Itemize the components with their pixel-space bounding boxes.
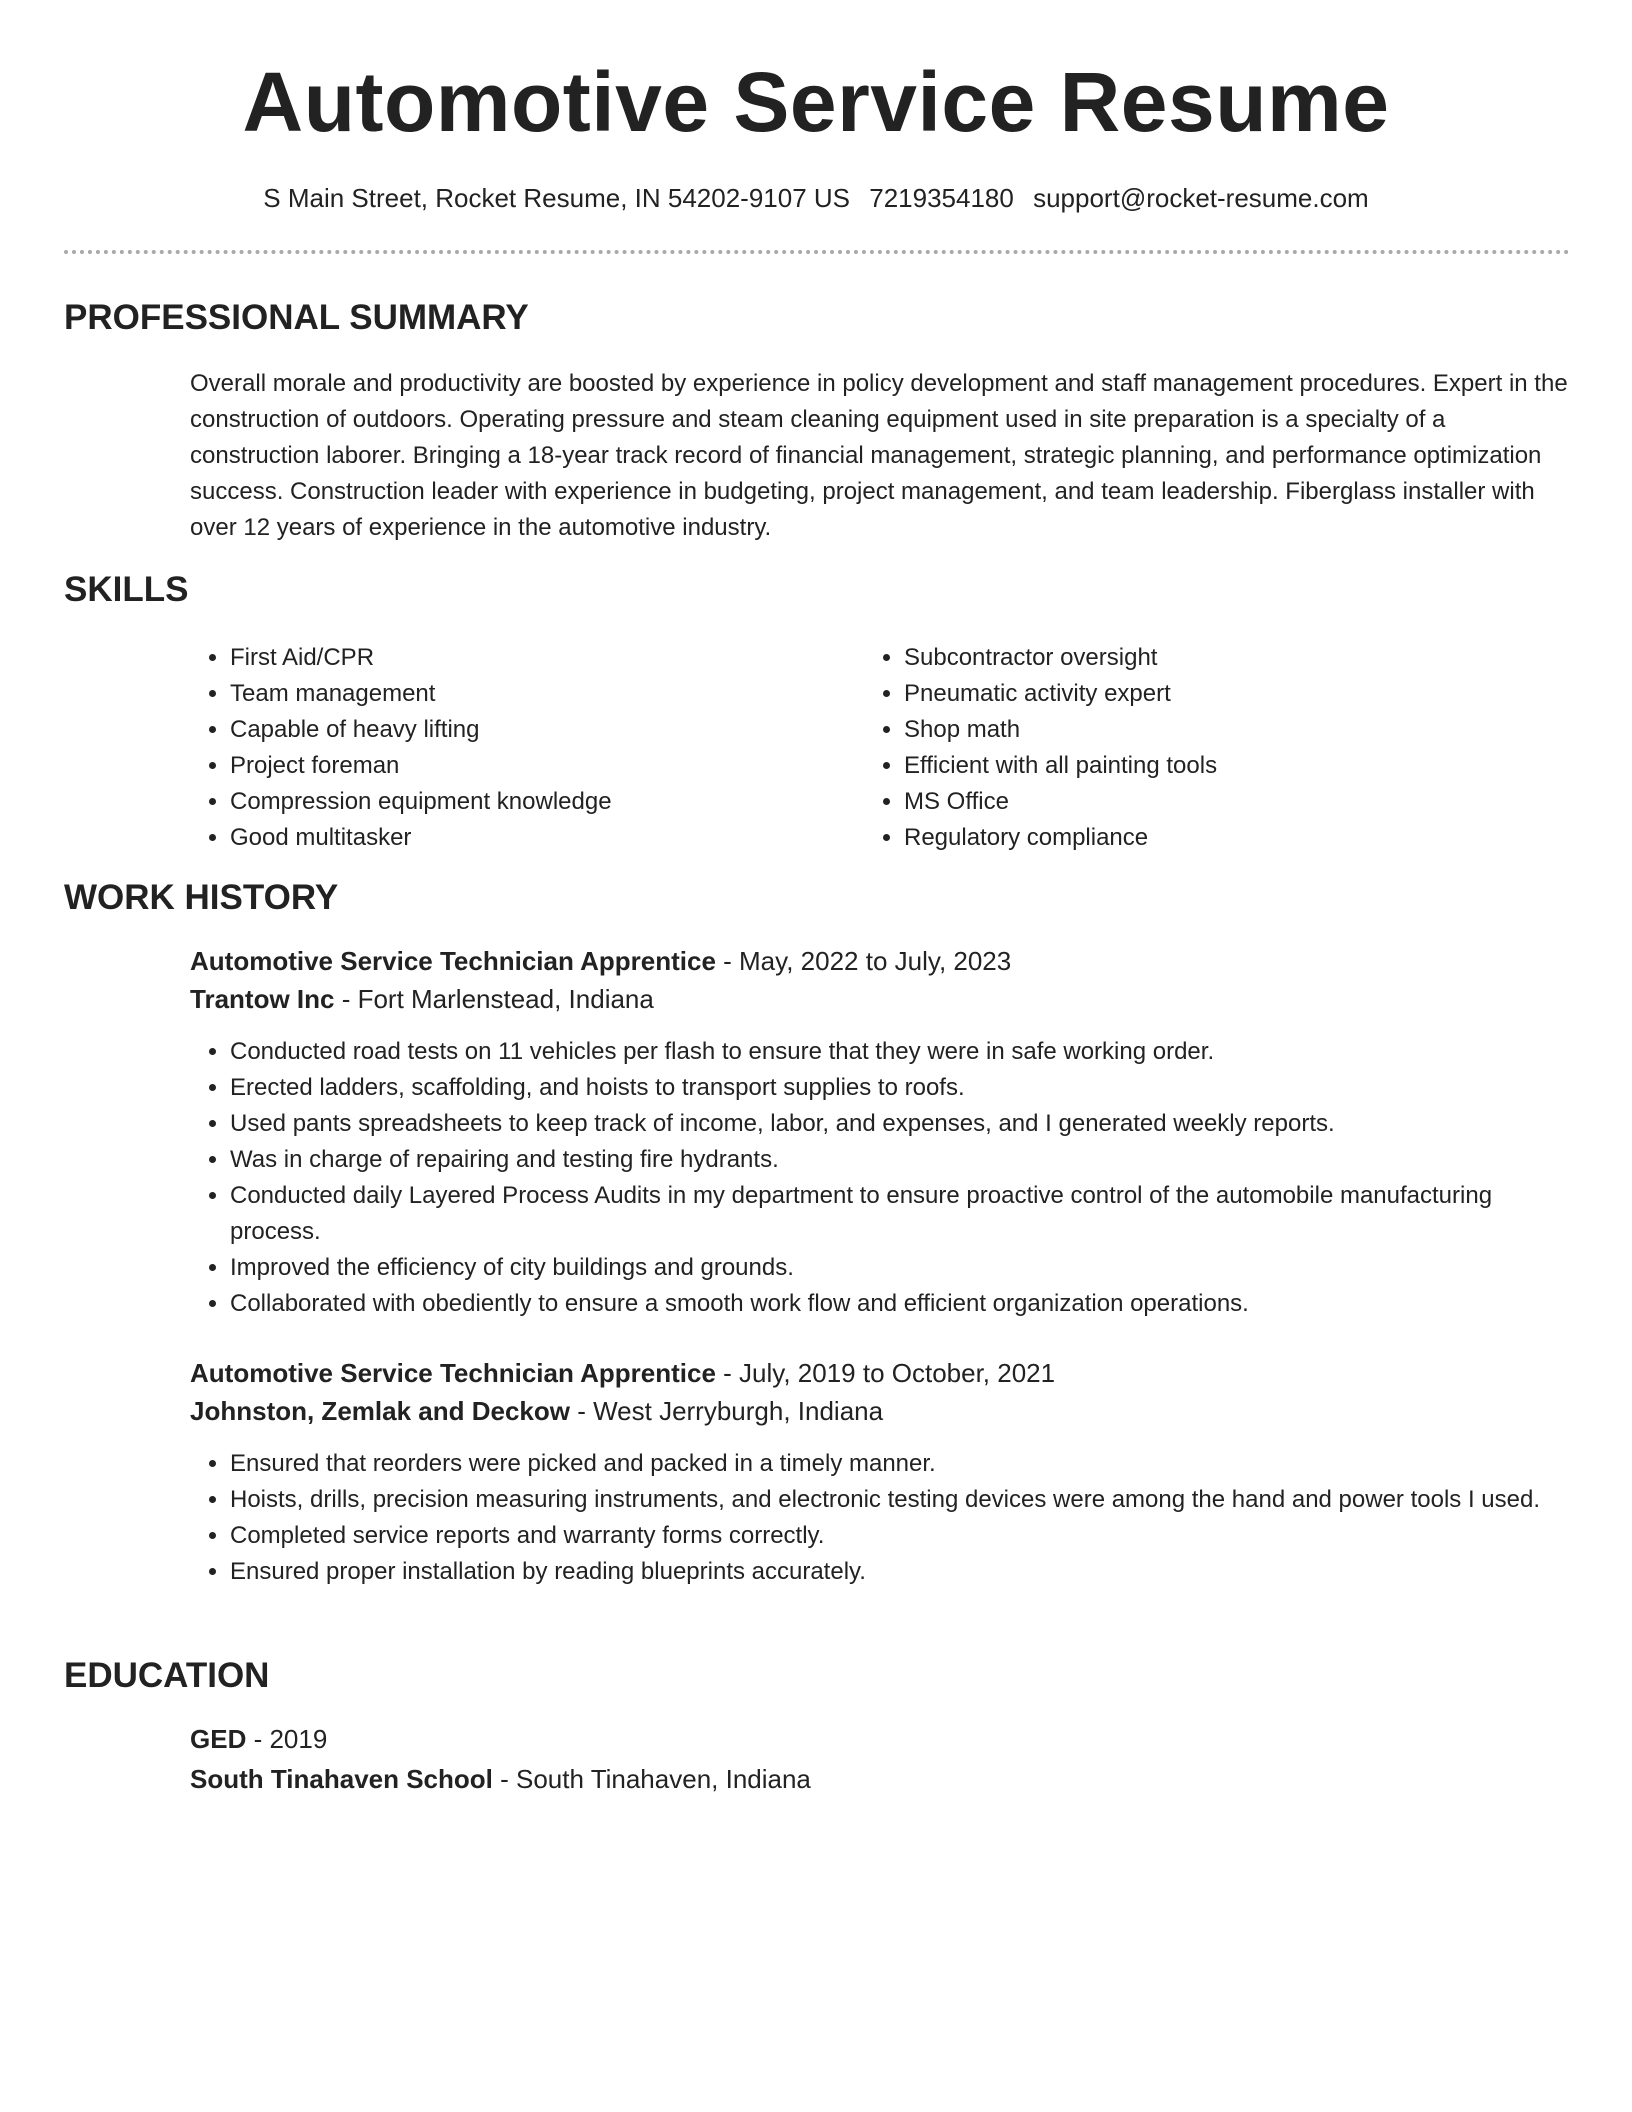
duty-item: • Ensured that reorders were picked and packed in a timely manner. — [230, 1446, 1546, 1482]
education-degree: GED — [190, 1724, 247, 1754]
duty-item: • Used pants spreadsheets to keep track of income, labor, and expenses, and I generated weekly reports. — [230, 1106, 1546, 1142]
skill-item: • Good multitasker — [230, 820, 826, 856]
skill-item: • Regulatory compliance — [904, 820, 1500, 856]
section-title-education: EDUCATION — [64, 1656, 270, 1695]
skill-item: • Efficient with all painting tools — [904, 748, 1500, 784]
job-company: Trantow Inc — [190, 984, 335, 1014]
job-company-line — [190, 980, 1570, 1018]
duty-item: • Improved the efficiency of city buildings and grounds. — [230, 1250, 1546, 1286]
education-school-line — [190, 1760, 1570, 1798]
job-title-line — [190, 1354, 1570, 1392]
duty-item: • Completed service reports and warranty forms correctly. — [230, 1518, 1546, 1554]
skill-item: • Compression equipment knowledge — [230, 784, 826, 820]
summary-text: Overall morale and productivity are boosted by experience in policy development and staff management procedures. Expert in the construction of outdoors. Operating pressure and steam cleaning equipment used in site preparation is a specialty of a construction laborer. Bringing a 18-year track record of financial management, strategic planning, and performance optimization success. Construction leader with experience in budgeting, project management, and team leadership. Fiberglass installer with over 12 years of experience in the automotive industry. — [190, 370, 1568, 541]
duties-list — [186, 1446, 1546, 1590]
duty-item: • Collaborated with obediently to ensure a smooth work flow and efficient organization operations. — [230, 1286, 1546, 1322]
duty-item: • Ensured proper installation by reading blueprints accurately. — [230, 1554, 1546, 1590]
job-position: Automotive Service Technician Apprentice — [190, 1358, 716, 1388]
resume-title: Automotive Service Resume — [242, 55, 1390, 149]
section-title-work-history: WORK HISTORY — [64, 878, 339, 917]
skill-item: • Shop math — [904, 712, 1500, 748]
duty-item: • Conducted daily Layered Process Audits in my department to ensure proactive control of the automobile manufacturing process. — [230, 1178, 1546, 1250]
job-position: Automotive Service Technician Apprentice — [190, 946, 716, 976]
skills-list-right — [860, 640, 1500, 856]
education-degree-line — [190, 1720, 1570, 1758]
skill-item: • Capable of heavy lifting — [230, 712, 826, 748]
skills-column-left — [186, 640, 826, 856]
contact-phone: 7219354180 — [869, 183, 1014, 213]
job-dates: - July, 2019 to October, 2021 — [715, 1358, 1056, 1388]
job-company: Johnston, Zemlak and Deckow — [190, 1396, 570, 1426]
education-year: - 2019 — [246, 1724, 328, 1754]
job-duties — [186, 1446, 1546, 1590]
skills-column-right — [860, 640, 1500, 856]
duty-item: • Hoists, drills, precision measuring instruments, and electronic testing devices were among the hand and power tools I used. — [230, 1482, 1546, 1518]
job-location: - Fort Marlenstead, Indiana — [334, 984, 654, 1014]
duty-item: • Conducted road tests on 11 vehicles per flash to ensure that they were in safe working order. — [230, 1034, 1546, 1070]
skill-item: • First Aid/CPR — [230, 640, 826, 676]
job-company-line — [190, 1392, 1570, 1430]
duty-item: • Was in charge of repairing and testing fire hydrants. — [230, 1142, 1546, 1178]
contact-address: S Main Street, Rocket Resume, IN 54202-9107 US — [263, 183, 851, 213]
section-title-summary: PROFESSIONAL SUMMARY — [64, 298, 529, 337]
duty-item: • Erected ladders, scaffolding, and hoists to transport supplies to roofs. — [230, 1070, 1546, 1106]
education-location: - South Tinahaven, Indiana — [492, 1764, 811, 1794]
skill-item: • Team management — [230, 676, 826, 712]
job-title-line — [190, 942, 1570, 980]
skill-item: • MS Office — [904, 784, 1500, 820]
duties-list — [186, 1034, 1546, 1322]
education-school: South Tinahaven School — [190, 1764, 493, 1794]
skill-item: • Subcontractor oversight — [904, 640, 1500, 676]
job-dates: - May, 2022 to July, 2023 — [715, 946, 1012, 976]
skill-item: • Project foreman — [230, 748, 826, 784]
contact-line — [0, 180, 1632, 216]
job-location: - West Jerryburgh, Indiana — [569, 1396, 884, 1426]
skill-item: • Pneumatic activity expert — [904, 676, 1500, 712]
contact-email[interactable]: support@rocket-resume.com — [1033, 183, 1369, 213]
section-title-skills: SKILLS — [64, 570, 189, 609]
skills-list-left — [186, 640, 826, 856]
header-divider — [64, 250, 1570, 254]
job-duties — [186, 1034, 1546, 1322]
